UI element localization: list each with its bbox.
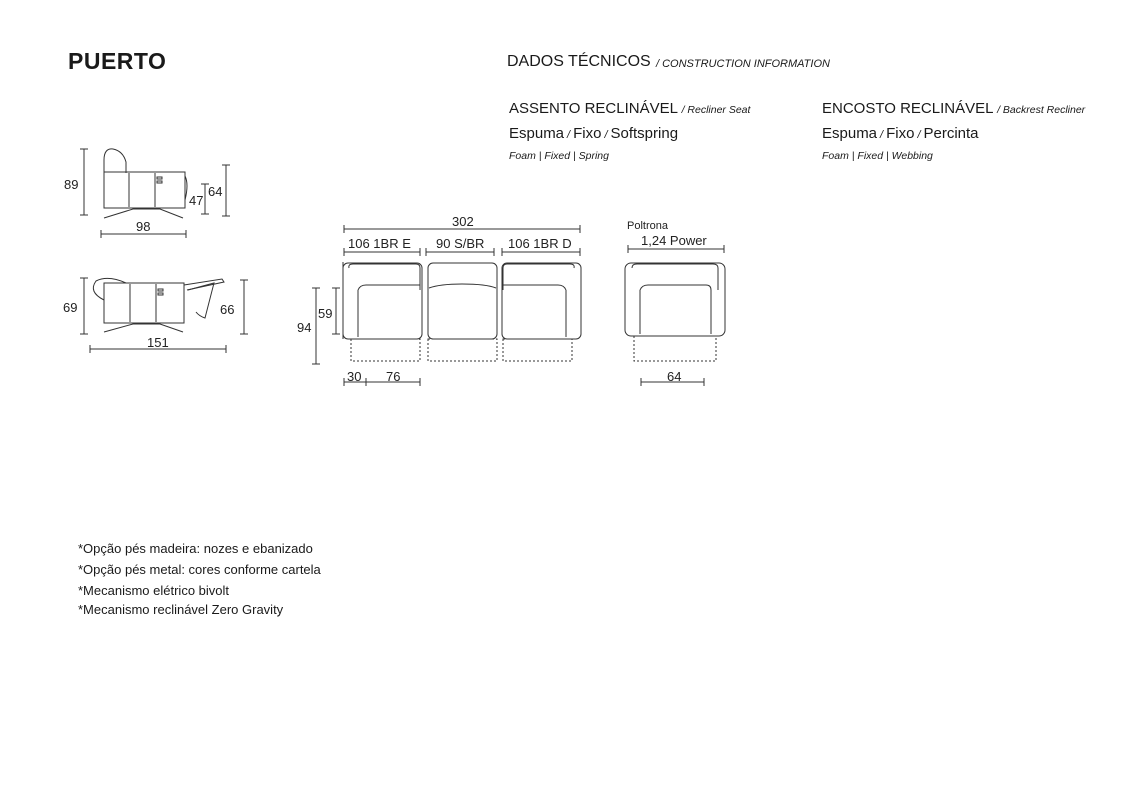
backrest-material-1: Espuma — [822, 125, 878, 142]
seat-heading-english: / Recliner Seat — [681, 104, 751, 116]
dim-sofa-arm-width: 30 — [347, 369, 362, 384]
separator: / — [567, 129, 571, 141]
dim-side-closed-seat-height: 47 — [189, 193, 204, 208]
armchair-label: Poltrona — [627, 220, 668, 232]
side-view-open-drawing — [93, 278, 224, 332]
sofa-middle-module — [428, 263, 497, 361]
dim-sofa-total-width: 302 — [452, 214, 474, 229]
dim-side-closed-height: 89 — [64, 177, 79, 192]
sofa-right-module — [502, 263, 581, 361]
dim-side-closed-arm-height: 64 — [208, 184, 223, 199]
note-electric-mechanism: *Mecanismo elétrico bivolt — [78, 583, 230, 598]
backrest-material-3: Percinta — [923, 125, 979, 142]
note-wood-feet: *Opção pés madeira: nozes e ebanizado — [78, 541, 313, 556]
backrest-heading-english: / Backrest Recliner — [997, 104, 1086, 116]
product-title: PUERTO — [68, 48, 167, 74]
dim-sofa-module-middle: 90 S/BR — [436, 236, 485, 251]
separator: / — [917, 129, 921, 141]
seat-material-3: Softspring — [610, 125, 679, 142]
dim-side-open-depth: 151 — [147, 335, 169, 350]
backrest-heading-label: ENCOSTO RECLINÁVEL — [822, 100, 993, 117]
dim-side-open-height: 69 — [63, 300, 78, 315]
dim-sofa-module-right: 106 1BR D — [508, 236, 572, 251]
section-title: DADOS TÉCNICOS — [507, 53, 651, 70]
armchair-model: 1,24 Power — [641, 233, 707, 248]
note-metal-feet: *Opção pés metal: cores conforme cartela — [78, 562, 321, 577]
seat-material-2: Fixo — [573, 125, 602, 142]
dim-sofa-height: 94 — [297, 320, 312, 335]
seat-materials-english: Foam | Fixed | Spring — [509, 150, 609, 162]
dim-sofa-seat-height: 59 — [318, 306, 333, 321]
seat-material-1: Espuma — [509, 125, 565, 142]
note-zero-gravity: *Mecanismo reclinável Zero Gravity — [78, 602, 284, 617]
sofa-left-module — [343, 262, 422, 361]
backrest-material-2: Fixo — [886, 125, 915, 142]
dim-sofa-seat-width: 76 — [386, 369, 401, 384]
armchair-top-view — [625, 263, 725, 361]
side-view-closed-drawing — [104, 149, 187, 218]
backrest-materials-english: Foam | Fixed | Webbing — [822, 150, 933, 162]
dim-side-closed-depth: 98 — [136, 219, 151, 234]
dim-sofa-module-left: 106 1BR E — [348, 236, 411, 251]
separator: / — [604, 129, 608, 141]
separator: / — [880, 129, 884, 141]
section-subtitle: / CONSTRUCTION INFORMATION — [656, 58, 830, 70]
dim-armchair-seat-width: 64 — [667, 369, 682, 384]
seat-heading-label: ASSENTO RECLINÁVEL — [509, 100, 678, 117]
dim-side-open-arm-height: 66 — [220, 302, 235, 317]
